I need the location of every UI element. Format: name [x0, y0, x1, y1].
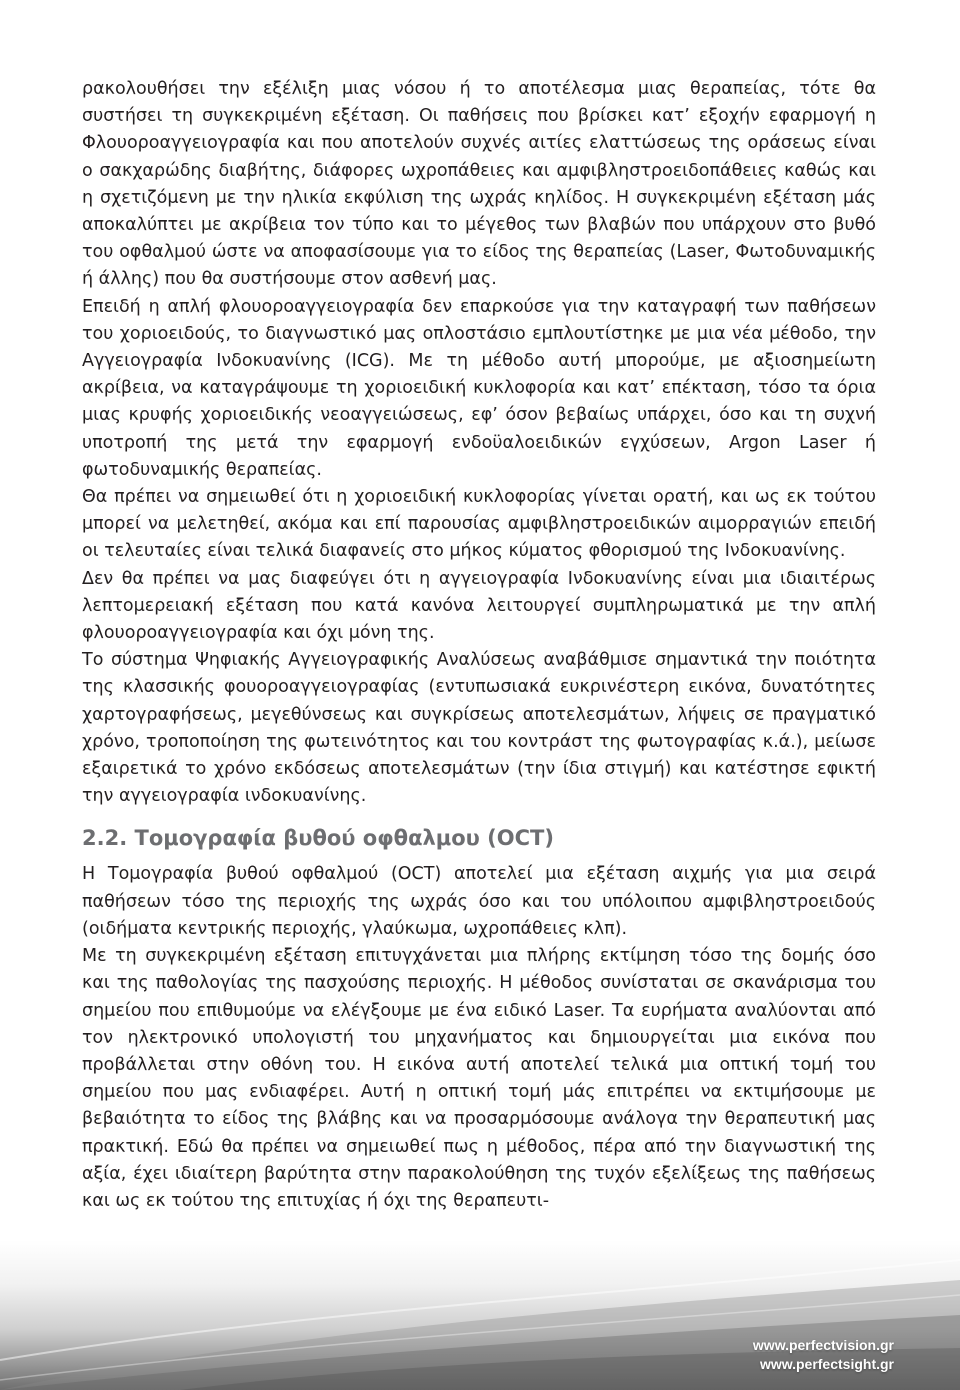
footer-links	[753, 1336, 894, 1374]
body-paragraph: ρακολουθήσει την εξέλιξη μιας νόσου ή το αποτέλεσμα μιας θεραπείας, τότε θα συστήσει τη συγκεκριμένη εξέταση. Οι παθήσεις που βρίσκει κατ’ εξοχήν εφαρμογή η Φλουοροαγγειογραφία και που αποτελούν συχνές αιτίες ελαττώσεως της οράσεως είναι ο σακχαρώδης διαβήτης, διάφορες ωχροπάθειες και αμφιβληστροειδοπάθειες καθώς και η σχετιζόμενη με την ηλικία εκφύλιση της ωχράς κηλίδος. Η συγκεκριμένη εξέταση μάς αποκαλύπτει με ακρίβεια τον τύπο και το μέγεθος των βλαβών που υπάρχουν στο βυθό του οφθαλμού ώστε να αποφασίσουμε για το είδος της θεραπείας (Laser, Φωτοδυναμικής ή άλλης) που θα συστήσουμε στον ασθενή μας.	[82, 79, 876, 290]
body-paragraph: Με τη συγκεκριμένη εξέταση επιτυγχάνεται μια πλήρης εκτίμηση τόσο της δομής όσο και της παθολογίας της πασχούσης περιοχής. Η μέθοδος συνίσταται σε σκανάρισμα του σημείου που επιθυμούμε να ελέγξουμε με ένα ειδικό Laser. Τα ευρήματα αναλύονται από τον ηλεκτρονικό υπολογιστή του μηχανήματος και δημιουργείται μια εικόνα που προβάλλεται στην οθόνη του. Η εικόνα αυτή αποτελεί τελικά μια οπτική τομή του σημείου που μας ενδιαφέρει. Αυτή η οπτική τομή μάς επιτρέπει να εκτιμήσουμε με βεβαιότητα το είδος της βλάβης και να προσαρμόσουμε ανάλογα την θεραπευτική μας πρακτική. Εδώ θα πρέπει να σημειωθεί πως η μέθοδος, πέρα από την διαγνωστική της αξία, έχει ιδιαίτερη βαρύτητα στην παρακολούθηση της τυχόν εξελίξεως της παθήσεως και ως εκ τούτου της επιτυχίας ή όχι της θεραπευτι-	[82, 946, 876, 1211]
page-footer	[0, 1240, 960, 1390]
page-content	[82, 76, 876, 1215]
body-paragraph: Επειδή η απλή φλουοροαγγειογραφία δεν επαρκούσε για την καταγραφή των παθήσεων του χοριοειδούς, το διαγνωστικό μας οπλοστάσιο εμπλουτίστηκε με μια νέα μέθοδο, την Αγγειογραφία Ινδοκυανίνης (ICG). Με τη μέθοδο αυτή μπορούμε, με αξιοσημείωτη ακρίβεια, να καταγράψουμε τη χοριοειδική κυκλοφορία και κατ’ επέκταση, τόσο τα όρια μιας κρυφής χοριοειδικής νεοαγγειώσεως, εφ’ όσον βεβαίως υπάρχει, όσο και τη συχνή υποτροπή της μετά την εφαρμογή ενδοϋαλοειδικών εγχύσεων, Argon Laser ή φωτοδυναμικής θεραπείας.	[82, 296, 876, 480]
body-paragraph: Θα πρέπει να σημειωθεί ότι η χοριοειδική κυκλοφορίας γίνεται ορατή, και ως εκ τούτου μπορεί να μελετηθεί, ακόμα και επί παρουσίας αμφιβληστροειδικών αιμορραγιών επειδή οι τελευταίες είναι τελικά διαφανείς στο μήκος κύματος φθορισμού της Ινδοκυανίνης.	[82, 487, 876, 562]
body-paragraph: Η Τομογραφία βυθού οφθαλμού (OCT) αποτελεί μια εξέταση αιχμής για μια σειρά παθήσεων τόσο της περιοχής της ωχράς όσο και του υπόλοιπου αμφιβληστροειδούς (οιδήματα κεντρικής περιοχής, γλαύκωμα, ωχροπάθειες κλπ).	[82, 864, 876, 939]
body-paragraph: Δεν θα πρέπει να μας διαφεύγει ότι η αγγειογραφία Ινδοκυανίνης είναι μια ιδιαιτέρως λεπτομερειακή εξέταση που κατά κανόνα λειτουργεί συμπληρωματικά με την απλή φλουοροαγγειογραφία και όχι μόνη της.	[82, 568, 876, 644]
section-heading: 2.2. Τομογραφία βυθού οφθαλμου (OCT)	[82, 826, 554, 851]
body-paragraph: Το σύστημα Ψηφιακής Αγγειογραφικής Αναλύσεως αναβάθμισε σημαντικά την ποιότητα της κλασσικής φουοροαγγειογραφίας (εντυπωσιακά ευκρινέστερη εικόνα, δυνατότητες χαρτογραφήσεως, μεγεθύνσεως και συγκρίσεως αποτελεσμάτων, λήψεις σε πραγματικό χρόνο, τροποποίηση της φωτεινότητος και του κοντράστ της φωτογραφίας κ.ά.), μείωσε εξαιρετικά το χρόνο εκδόσεως αποτελεσμάτων (την ίδια στιγμή) και κατέστησε εφικτή την αγγειογραφία ινδοκυανίνης.	[82, 650, 876, 807]
footer-link-perfectsight[interactable]: www.perfectsight.gr	[759, 1356, 894, 1372]
footer-link-perfectvision[interactable]: www.perfectvision.gr	[752, 1337, 894, 1353]
